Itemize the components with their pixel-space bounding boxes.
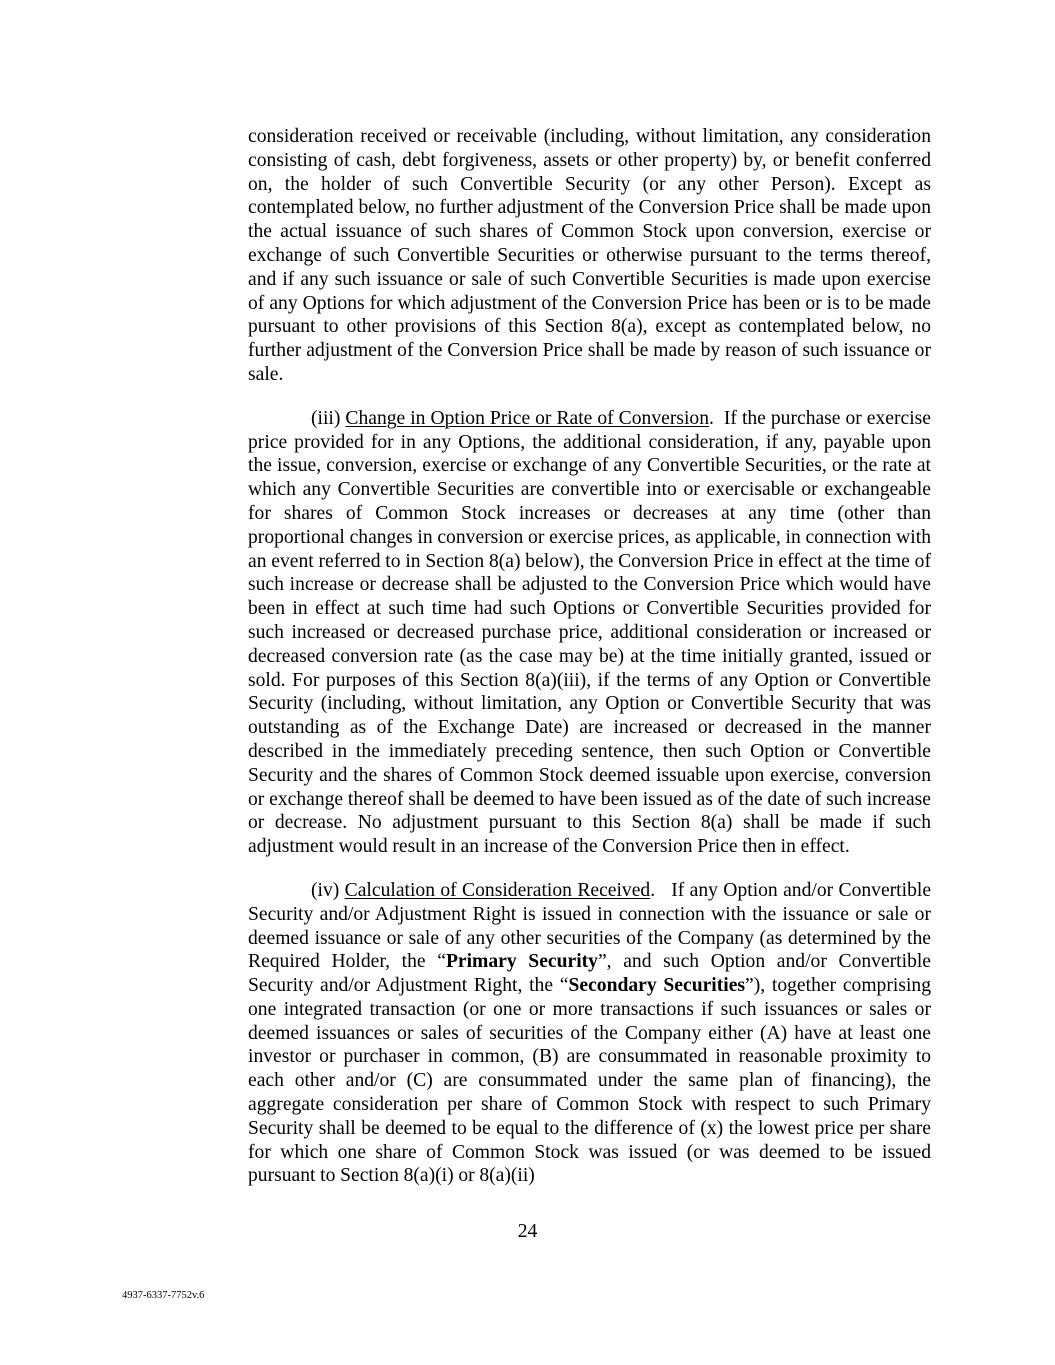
defined-term-secondary-securities: Secondary Securities: [568, 975, 746, 997]
paragraph-section-iii: [248, 407, 931, 859]
clause-heading-period: .: [709, 407, 714, 429]
clause-heading: Change in Option Price or Rate of Conversion: [345, 407, 710, 429]
clause-number: (iii): [311, 407, 341, 429]
document-id-footer: 4937-6337-7752v.6: [122, 1290, 205, 1301]
paragraph-text: ”, and such Option and/or Convertible Security and/or Adjustment Right, the “: [248, 951, 932, 997]
paragraph-consideration-continued: [248, 125, 931, 387]
paragraph-text: If the purchase or exercise price provided for in any Options, the additional consideration, if any, payable upon the issue, conversion, exercise or exchange of any Convertible Securities, or the rate at which any Convertible Securities are convertible into or exercisable or exchangeable for shares of Common Stock increases or decreases at any time (other than proportional changes in conversion or exercise prices, as applicable, in connection with an event referred to in Section 8(a) below), the Conversion Price in effect at the time of such increase or decrease shall be adjusted to the Conversion Price which would have been in effect at such time had such Options or Convertible Securities provided for such increased or decreased purchase price, additional consideration or increased or decreased conversion rate (as the case may be) at the time initially granted, issued or sold. For purposes of this Section 8(a)(iii), if the terms of any Option or Convertible Security (including, without limitation, any Option or Convertible Security that was outstanding as of the Exchange Date) are increased or decreased in the manner described in the immediately preceding sentence, then such Option or Convertible Security and the shares of Common Stock deemed issuable upon exercise, conversion or exchange thereof shall be deemed to have been issued as of the date of such increase or decrease. No adjustment pursuant to this Section 8(a) shall be made if such adjustment would result in an increase of the Conversion Price then in effect.: [248, 407, 931, 858]
defined-term-primary-security: Primary Security: [445, 951, 598, 973]
paragraph-text: ”), together comprising one integrated transaction (or one or more transactions if such issuances or sales or deemed issuances or sales of securities of the Company either (A) have at least one investor or purchaser in common, (B) are consummated in reasonable proximity to each other and/or (C) are consummated under the same plan of financing), the aggregate consideration per share of Common Stock with respect to such Primary Security shall be deemed to be equal to the difference of (x) the lowest price per share for which one share of Common Stock was issued (or was deemed to be issued pursuant to Section 8(a)(i) or 8(a)(ii): [248, 975, 931, 1187]
clause-number: (iv): [311, 879, 340, 901]
clause-heading-period: .: [650, 879, 656, 901]
paragraph-section-iv: [248, 879, 931, 1188]
page-number: 24: [517, 1221, 538, 1242]
clause-heading: Calculation of Consideration Received: [344, 879, 651, 901]
paragraph-text: consideration received or receivable (including, without limitation, any consideration consisting of cash, debt forgiveness, assets or other property) by, or benefit conferred on, the holder of such Convertible Security (or any other Person). Except as contemplated below, no further adjustment of the Conversion Price shall be made upon the actual issuance of such shares of Common Stock upon conversion, exercise or exchange of such Convertible Securities or otherwise pursuant to the terms thereof, and if any such issuance or sale of such Convertible Securities is made upon exercise of any Options for which adjustment of the Conversion Price has been or is to be made pursuant to other provisions of this Section 8(a), except as contemplated below, no further adjustment of the Conversion Price shall be made by reason of such issuance or sale.: [248, 126, 931, 385]
document-body: [248, 125, 931, 1188]
paragraph-text: If any Option and/or Convertible Security and/or Adjustment Right is issued in connection with the issuance or sale or deemed issuance or sale of any other securities of the Company (as determined by the Required Holder, the “: [248, 879, 932, 973]
